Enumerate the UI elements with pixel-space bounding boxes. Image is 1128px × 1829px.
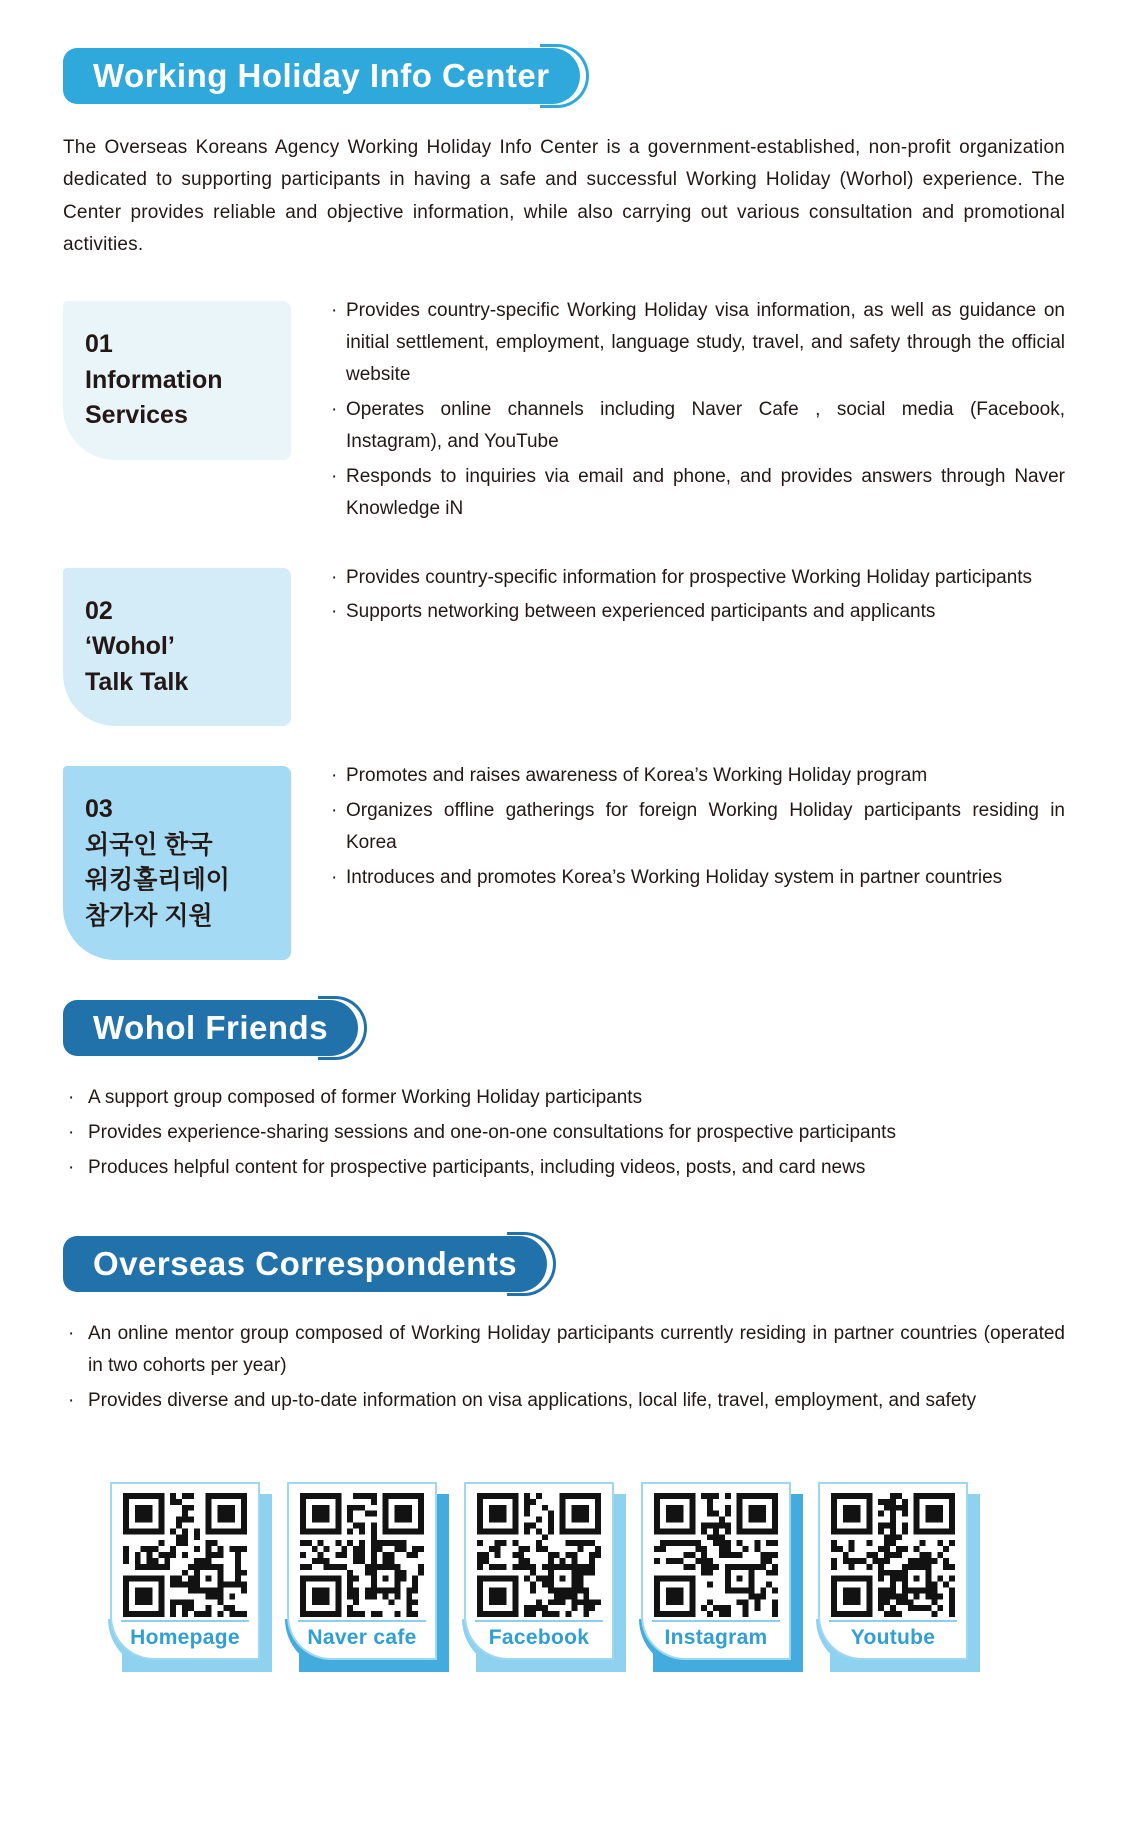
header bbox=[63, 48, 1065, 104]
qr-label: Homepage bbox=[130, 1626, 240, 1650]
qr-code-icon bbox=[477, 1493, 601, 1617]
wohol-friends-badge bbox=[63, 1000, 358, 1056]
qr-label: Facebook bbox=[488, 1626, 590, 1650]
section-title-line: Talk Talk bbox=[85, 667, 189, 696]
bullet-item: · Produces helpful content for prospective participants, including videos, posts, and card news bbox=[63, 1152, 1065, 1184]
overseas-correspondents-badge bbox=[63, 1236, 547, 1292]
header-badge bbox=[63, 48, 580, 104]
bullet-item: · A support group composed of former Working Holiday participants bbox=[63, 1082, 1065, 1114]
bullet-item: · An online mentor group composed of Working Holiday participants currently residing in partner countries (operated in two cohorts per year) bbox=[63, 1318, 1065, 1382]
section-title-line: 워킹홀리데이 bbox=[85, 866, 230, 895]
section-number: 02 bbox=[85, 596, 113, 625]
bullet-item: · Supports networking between experienced participants and applicants bbox=[329, 596, 1065, 628]
qr-code-icon bbox=[123, 1493, 247, 1617]
section-bullets-02 bbox=[329, 562, 1065, 632]
sections bbox=[63, 295, 1065, 960]
bullet-item: · Provides diverse and up-to-date information on visa applications, local life, travel, employment, and safety bbox=[63, 1385, 1065, 1417]
qr-row bbox=[110, 1482, 1065, 1660]
qr-code-icon bbox=[300, 1493, 424, 1617]
bullet-item: · Organizes offline gatherings for foreign Working Holiday participants residing in Korea bbox=[329, 795, 1065, 859]
qr-card-instagram bbox=[641, 1482, 791, 1660]
section-title-line: Information bbox=[85, 365, 223, 394]
qr-code-icon bbox=[831, 1493, 955, 1617]
divider bbox=[298, 1620, 426, 1622]
bullet-item: · Responds to inquiries via email and phone, and provides answers through Naver Knowledge iN bbox=[329, 461, 1065, 525]
bullet-item: · Promotes and raises awareness of Korea’s Working Holiday program bbox=[329, 760, 1065, 792]
qr-label: Instagram bbox=[664, 1626, 768, 1650]
divider bbox=[475, 1620, 603, 1622]
qr-label: Youtube bbox=[850, 1626, 936, 1650]
bullet-item: · Introduces and promotes Korea’s Working Holiday system in partner countries bbox=[329, 862, 1065, 894]
wohol-friends-bullets bbox=[63, 1082, 1065, 1184]
divider bbox=[121, 1620, 249, 1622]
wohol-friends-title: Wohol Friends bbox=[93, 1009, 329, 1047]
section-row-01 bbox=[63, 295, 1065, 527]
bullet-item: · Provides country-specific Working Holiday visa information, as well as guidance on initial settlement, employment, language study, travel, and safety through the official website bbox=[329, 295, 1065, 391]
section-row-03 bbox=[63, 760, 1065, 960]
overseas-correspondents-section bbox=[63, 1236, 1065, 1417]
section-title-line: ‘Wohol’ bbox=[85, 632, 175, 661]
page bbox=[0, 48, 1128, 1660]
bullet-item: · Provides country-specific information for prospective Working Holiday participants bbox=[329, 562, 1065, 594]
section-title-line: Services bbox=[85, 401, 188, 430]
bullet-item: · Operates online channels including Naver Cafe , social media (Facebook, Instagram), and YouTube bbox=[329, 394, 1065, 458]
qr-card-youtube bbox=[818, 1482, 968, 1660]
qr-card-homepage bbox=[110, 1482, 260, 1660]
overseas-correspondents-title: Overseas Correspondents bbox=[93, 1244, 518, 1282]
section-bullets-01 bbox=[329, 295, 1065, 527]
qr-label: Naver cafe bbox=[307, 1626, 417, 1650]
divider bbox=[829, 1620, 957, 1622]
section-title-line: 참가자 지원 bbox=[85, 901, 213, 930]
section-bullets-03 bbox=[329, 760, 1065, 897]
divider bbox=[652, 1620, 780, 1622]
section-card-01 bbox=[63, 301, 291, 460]
overseas-correspondents-bullets bbox=[63, 1318, 1065, 1417]
intro-paragraph: The Overseas Koreans Agency Working Holiday Info Center is a government-established, non-profit organization dedicated to supporting participants in having a safe and successful Working Holiday (Worhol) experience. The Center provides reliable and objective information, while also carrying out various consultation and promotional activities. bbox=[63, 137, 1065, 255]
bullet-item: · Provides experience-sharing sessions and one-on-one consultations for prospective participants bbox=[63, 1117, 1065, 1149]
qr-code-icon bbox=[654, 1493, 778, 1617]
section-card-03 bbox=[63, 766, 291, 960]
page-title: Working Holiday Info Center bbox=[93, 57, 550, 94]
section-card-02 bbox=[63, 568, 291, 727]
qr-card-naver-cafe bbox=[287, 1482, 437, 1660]
section-number: 01 bbox=[85, 330, 113, 359]
section-number: 03 bbox=[85, 795, 113, 824]
wohol-friends-section bbox=[63, 1000, 1065, 1184]
section-title-line: 외국인 한국 bbox=[85, 830, 213, 859]
section-row-02 bbox=[63, 562, 1065, 727]
qr-card-facebook bbox=[464, 1482, 614, 1660]
